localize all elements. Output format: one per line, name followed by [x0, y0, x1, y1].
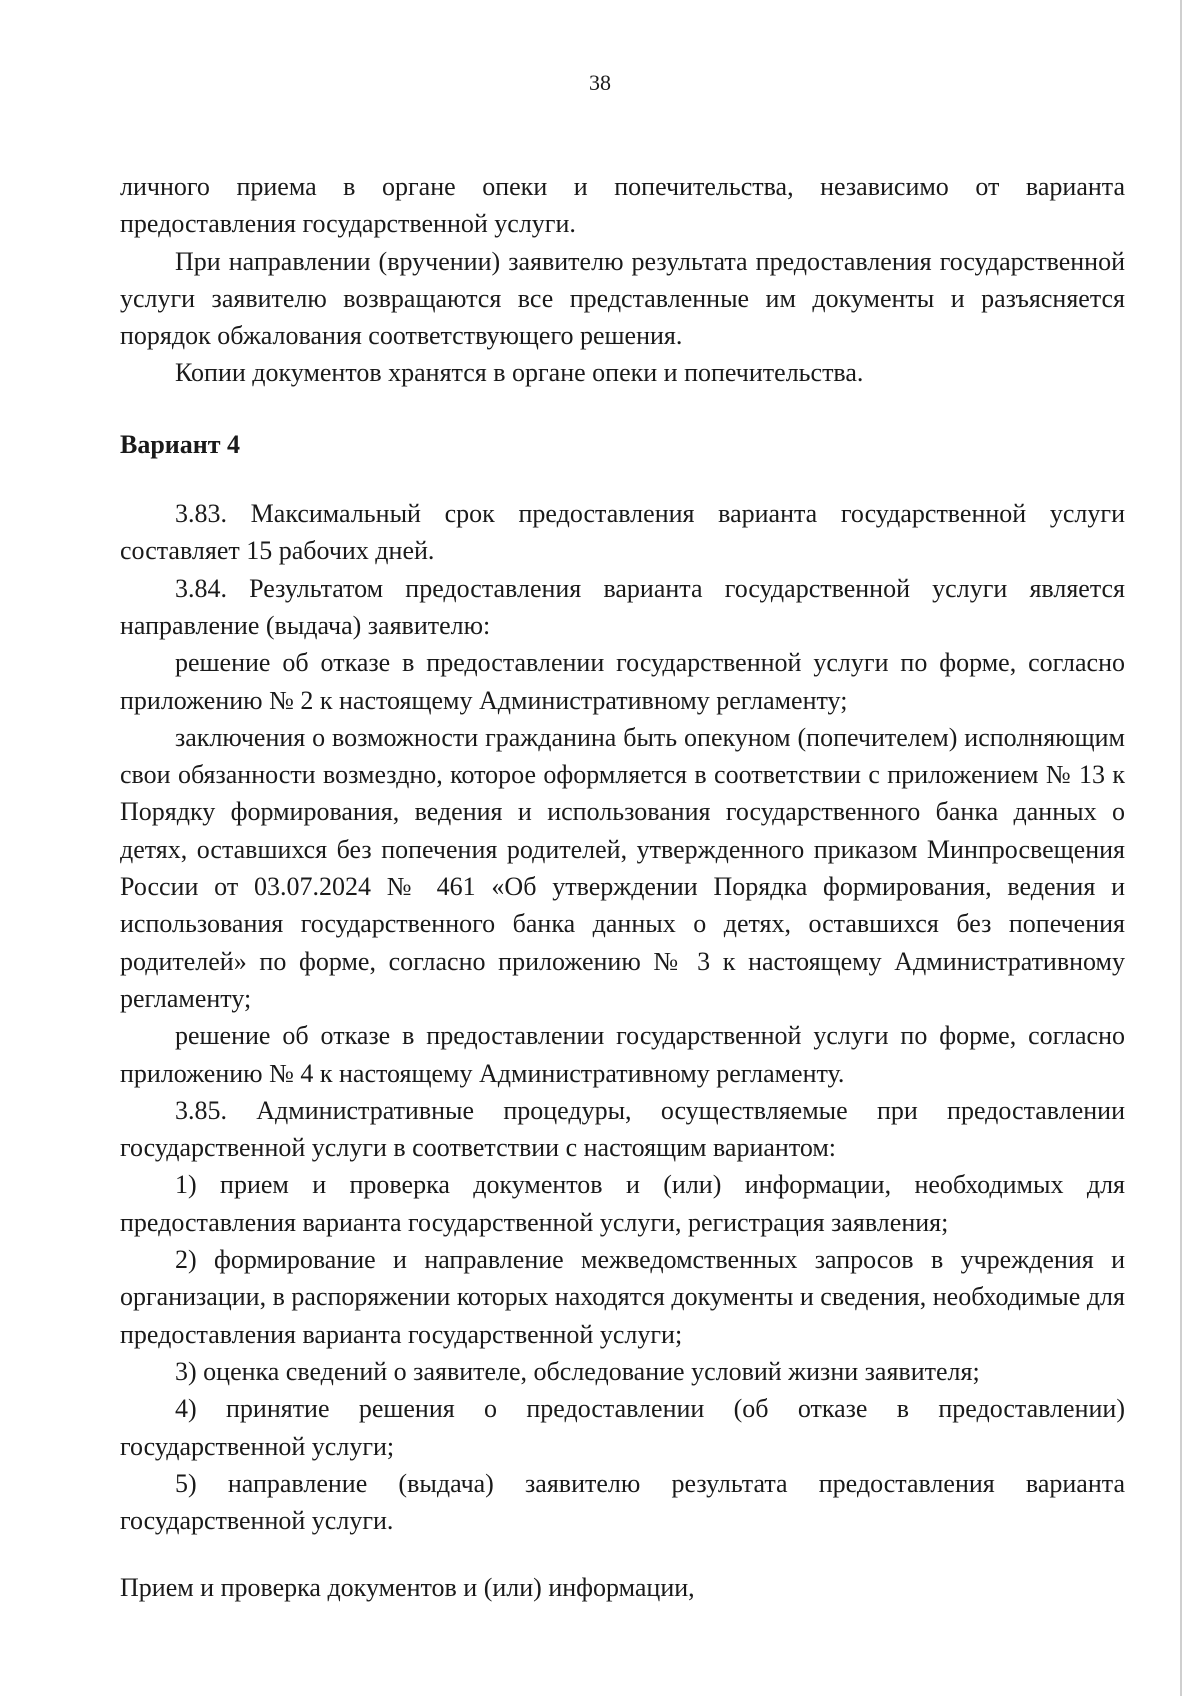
subsection-heading: Прием и проверка документов и (или) информации, — [120, 1573, 695, 1603]
list-item-5: 5) направление (выдача) заявителю результата предоставления варианта государственной услуги. — [120, 1468, 1125, 1536]
paragraph-refusal-form-2: решение об отказе в предоставлении государственной услуги по форме, согласно приложению № 2 к настоящему Административному регламенту; — [120, 648, 1125, 715]
list-item-3: 3) оценка сведений о заявителе, обследование условий жизни заявителя; — [175, 1356, 980, 1386]
paragraph-3-83: 3.83. Максимальный срок предоставления варианта государственной услуги составляет 15 рабочих дней. — [120, 499, 1125, 566]
list-item-2: 2) формирование и направление межведомственных запросов в учреждения и организации, в распоряжении которых находятся документы и сведения, необходимые для предоставления варианта государственной услуги; — [120, 1245, 1125, 1349]
paragraph-return-documents: При направлении (вручении) заявителю результата предоставления государственной услуги заявителю возвращаются все представленные им документы и разъясняется порядок обжалования соответствующего решения. — [120, 246, 1125, 351]
list-item-4: 4) принятие решения о предоставлении (об отказе в предоставлении) государственной услуги; — [120, 1394, 1125, 1461]
paragraph-continuation: личного приема в органе опеки и попечительства, независимо от варианта предоставления государственной услуги. — [120, 172, 1125, 239]
document-body — [120, 168, 1125, 1607]
section-heading: Вариант 4 — [120, 429, 241, 459]
scan-edge-line — [1180, 0, 1182, 1696]
paragraph-3-84: 3.84. Результатом предоставления варианта государственной услуги является направление (выдача) заявителю: — [120, 573, 1125, 640]
page-number: 38 — [589, 70, 611, 95]
paragraph-3-85: 3.85. Административные процедуры, осуществляемые при предоставлении государственной услуги в соответствии с настоящим вариантом: — [120, 1095, 1125, 1163]
list-item-1: 1) прием и проверка документов и (или) информации, необходимых для предоставления варианта государственной услуги, регистрация заявления; — [120, 1170, 1125, 1237]
paragraph-refusal-form-4: решение об отказе в предоставлении государственной услуги по форме, согласно приложению № 4 к настоящему Административному регламенту. — [120, 1021, 1125, 1088]
paragraph-copies-stored: Копии документов хранятся в органе опеки и попечительства. — [175, 358, 864, 388]
paragraph-guardian-conclusion: заключения о возможности гражданина быть опекуном (попечителем) исполняющим свои обязанности возмездно, которое оформляется в соответствии с приложением № 13 к Порядку формирования, ведения и использования государственного банка данных о детях, оставшихся без попечения родителей, утвержденного приказом Минпросвещения России от 03.07.2024 № 461 «Об утверждении Порядка формирования, ведения и использования государственного банка данных о детях, оставшихся без попечения родителей» по форме, согласно приложению № 3 к настоящему Административному регламенту; — [120, 722, 1125, 1013]
